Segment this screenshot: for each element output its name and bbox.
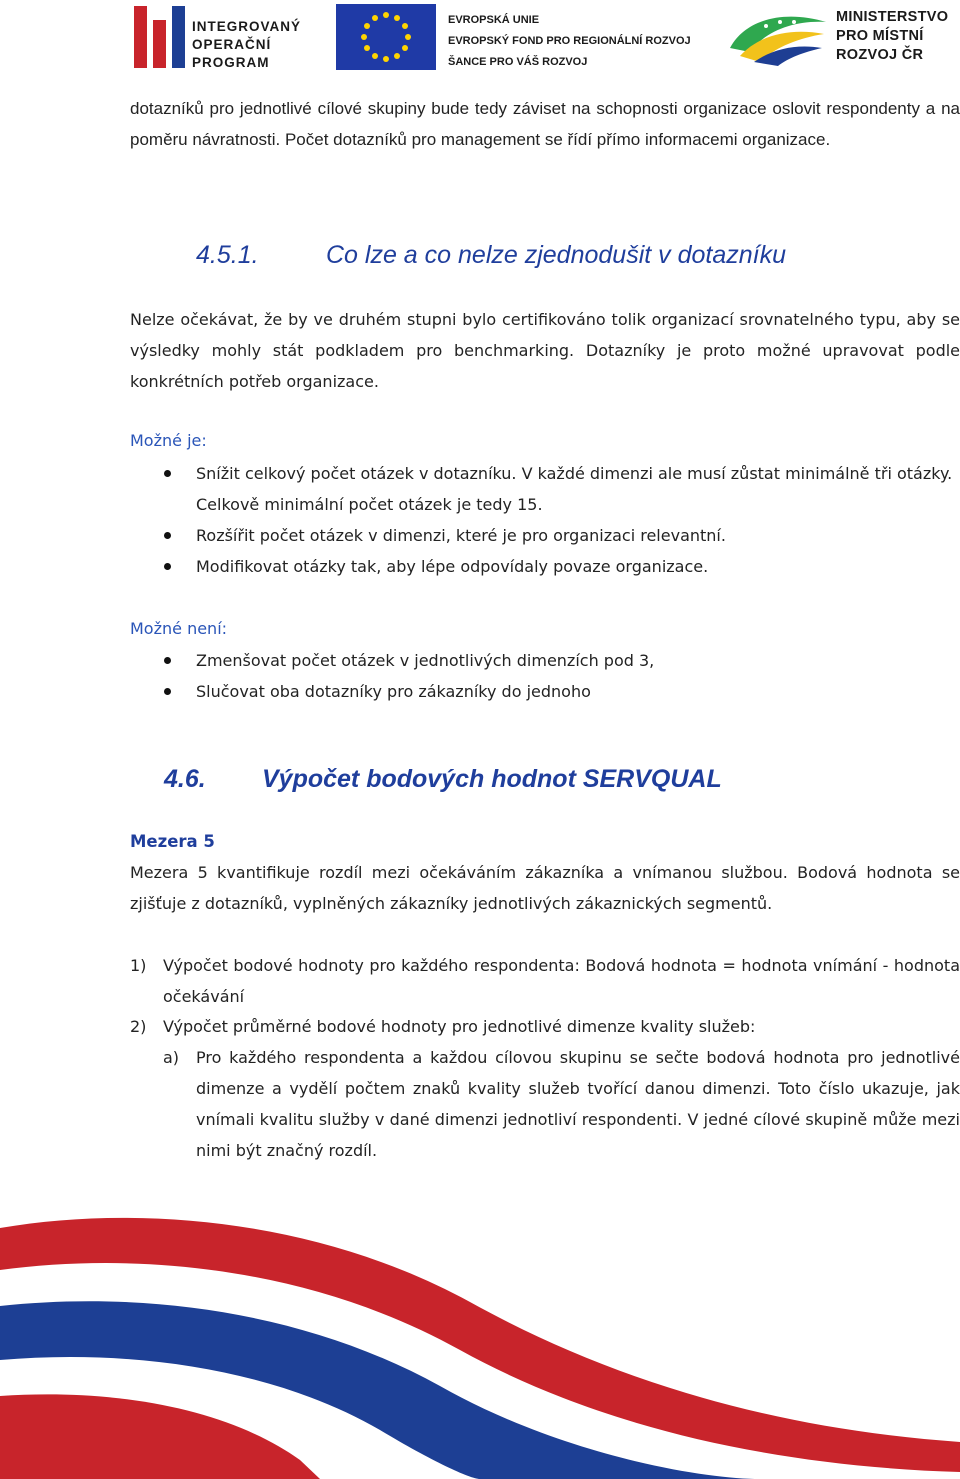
iop-logo-line-3: PROGRAM <box>192 55 270 70</box>
footer-stripes-decoration <box>0 1210 960 1479</box>
step-1-marker: 1) <box>130 956 147 975</box>
step-2-text: Výpočet průměrné bodové hodnoty pro jednotlivé dimenze kvality služeb: <box>163 1017 756 1036</box>
bullet-icon <box>164 532 171 539</box>
mmr-emblem-icon <box>726 8 830 66</box>
mezera-5-paragraph: Mezera 5 kvantifikuje rozdíl mezi očekáváním zákazníka a vnímanou službou. Bodová hodnota se zjišťuje z dotazníků, vyplněných zákazníky jednotlivých zákaznických segmentů. <box>130 863 960 913</box>
eu-logo-line-2: EVROPSKÝ FOND PRO REGIONÁLNÍ ROZVOJ <box>448 35 691 47</box>
eu-flag-icon <box>336 4 436 70</box>
not-possible-label: Možné není: <box>130 619 228 638</box>
possible-item-1: Snížit celkový počet otázek v dotazníku. V každé dimenzi ale musí zůstat minimálně tři otázky. Celkově minimální počet otázek je tedy 15. <box>196 464 953 514</box>
section-451-number: 4.5.1. <box>196 241 259 269</box>
mmr-logo-line-3: ROZVOJ ČR <box>836 47 924 63</box>
substep-a-text: Pro každého respondenta a každou cílovou skupinu se sečte bodová hodnota pro jednotlivé dimenze a vydělí počtem znaků kvality služeb tvořící danou dimenzi. Toto číslo ukazuje, jak vnímali kvalitu služby v dané dimenzi jednotliví respondenti. V jedné cílové skupině může mezi nimi být značný rozdíl. <box>196 1048 960 1160</box>
possible-item-2: Rozšířit počet otázek v dimenzi, které je pro organizaci relevantní. <box>196 526 726 545</box>
substep-a-marker: a) <box>163 1048 180 1067</box>
section-46-number: 4.6. <box>164 765 206 793</box>
eu-logo-line-3: ŠANCE PRO VÁŠ ROZVOJ <box>448 56 588 68</box>
step-2-marker: 2) <box>130 1017 147 1036</box>
iop-bars-icon <box>134 6 186 68</box>
mmr-logo-line-2: PRO MÍSTNÍ <box>836 28 924 44</box>
bullet-icon <box>164 657 171 664</box>
section-451-title: Co lze a co nelze zjednodušit v dotazníku <box>326 241 786 269</box>
mezera-5-subheading: Mezera 5 <box>130 832 215 851</box>
iop-logo-line-1: INTEGROVANÝ <box>192 19 302 34</box>
section-46-title: Výpočet bodových hodnot SERVQUAL <box>262 765 722 793</box>
mmr-logo-line-1: MINISTERSTVO <box>836 9 949 25</box>
bullet-icon <box>164 688 171 695</box>
possible-label: Možné je: <box>130 431 207 450</box>
eu-logo-line-1: EVROPSKÁ UNIE <box>448 14 540 26</box>
section-451-paragraph-a: Nelze očekávat, že by ve druhém stupni bylo certifikováno tolik organizací srovnatelného typu, aby se výsledky mohly stát podkladem pro benchmarking. <box>130 310 960 360</box>
possible-item-3: Modifikovat otázky tak, aby lépe odpovídaly povaze organizace. <box>196 557 709 576</box>
section-451-paragraph <box>130 304 960 397</box>
bullet-icon <box>164 563 171 570</box>
intro-paragraph: dotazníků pro jednotlivé cílové skupiny bude tedy záviset na schopnosti organizace oslovit respondenty a na poměru návratnosti. Počet dotazníků pro management se řídí přímo informacemi organizace. <box>130 99 960 149</box>
iop-logo-line-2: OPERAČNÍ <box>192 37 272 52</box>
bullet-icon <box>164 470 171 477</box>
not-possible-item-1: Zmenšovat počet otázek v jednotlivých dimenzích pod 3, <box>196 651 655 670</box>
step-1-text: Výpočet bodové hodnoty pro každého respondenta: Bodová hodnota = hodnota vnímání - hodnota očekávání <box>163 956 960 1006</box>
not-possible-item-2: Slučovat oba dotazníky pro zákazníky do jednoho <box>196 682 591 701</box>
section-451-paragraph-b: Dotazníky je proto možné upravovat podle konkrétních potřeb organizace. <box>130 341 960 391</box>
